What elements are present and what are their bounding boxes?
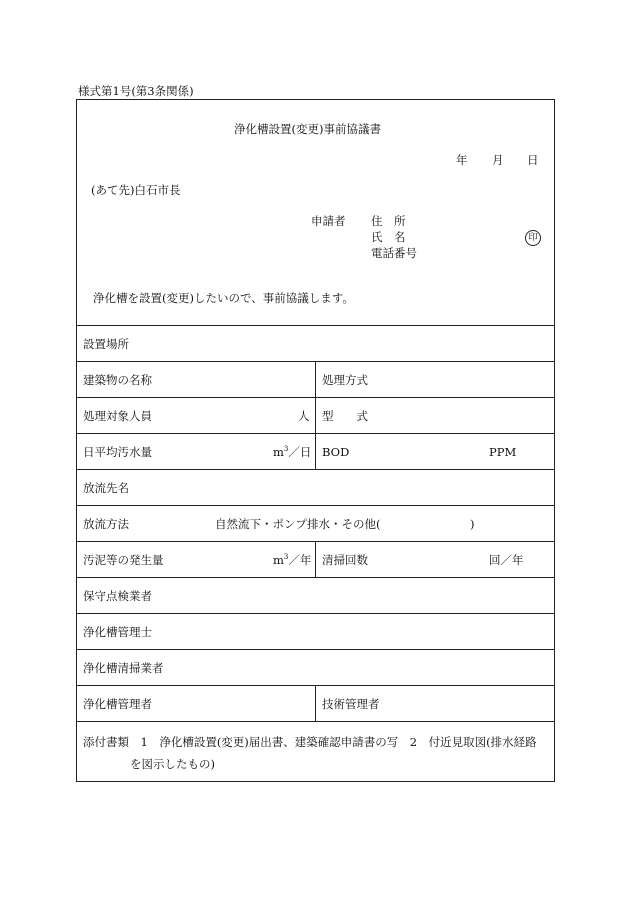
form-title: 浄化槽設置(変更)事前協議書 — [234, 122, 381, 136]
addressee: (あて先)白石市長 — [91, 183, 181, 197]
discharge-options: 自然流下・ポンプ排水・その他( — [215, 517, 381, 531]
admin-label: 浄化槽管理者 — [83, 697, 152, 711]
cleaner-label: 浄化槽清掃業者 — [83, 661, 164, 675]
location-label: 設置場所 — [83, 337, 129, 351]
sludge-label: 汚泥等の発生量 — [83, 553, 164, 567]
divider — [77, 469, 554, 470]
divider — [77, 577, 554, 578]
model-label: 型 式 — [322, 409, 368, 423]
attachments-line2: を図示したもの) — [130, 757, 215, 771]
date-year: 年 — [456, 153, 468, 167]
divider — [77, 721, 554, 722]
treatment-method-label: 処理方式 — [322, 373, 368, 387]
discharge-dest-label: 放流先名 — [83, 481, 129, 495]
phone-label: 電話番号 — [371, 246, 417, 260]
discharge-close: ) — [470, 517, 475, 531]
date-day: 日 — [527, 153, 539, 167]
bod-label: BOD — [322, 445, 350, 459]
cleaning-unit: 回／年 — [489, 553, 524, 567]
cleaning-count-label: 清掃回数 — [322, 553, 368, 567]
address-label: 住 所 — [371, 214, 406, 228]
seal-mark: 印 — [525, 230, 541, 246]
application-form — [76, 99, 555, 782]
daily-sewage-label: 日平均汚水量 — [83, 445, 152, 459]
divider — [77, 649, 554, 650]
building-name-label: 建築物の名称 — [83, 373, 152, 387]
divider — [77, 505, 554, 506]
column-divider — [315, 541, 316, 577]
column-divider — [315, 361, 316, 469]
form-number: 様式第1号(第3条関係) — [78, 84, 194, 98]
tech-admin-label: 技術管理者 — [322, 697, 380, 711]
manager-cert-label: 浄化槽管理士 — [83, 625, 152, 639]
daily-sewage-unit: $m^3/$日 — [273, 445, 312, 459]
target-persons-label: 処理対象人員 — [83, 409, 152, 423]
sludge-unit: $m^3/$年 — [273, 553, 312, 567]
divider — [77, 325, 554, 326]
column-divider — [315, 685, 316, 721]
statement: 浄化槽を設置(変更)したいので、事前協議します。 — [93, 291, 354, 305]
persons-unit: 人 — [298, 409, 310, 423]
divider — [77, 613, 554, 614]
discharge-method-label: 放流方法 — [83, 517, 129, 531]
ppm-unit: PPM — [489, 445, 517, 459]
attachments-line1: 添付書類 1 浄化槽設置(変更)届出書、建築確認申請書の写 2 付近見取図(排水経路 — [83, 735, 537, 749]
applicant-label: 申請者 — [311, 214, 346, 228]
name-label: 氏 名 — [371, 230, 406, 244]
date-month: 月 — [492, 153, 504, 167]
inspector-label: 保守点検業者 — [83, 589, 152, 603]
